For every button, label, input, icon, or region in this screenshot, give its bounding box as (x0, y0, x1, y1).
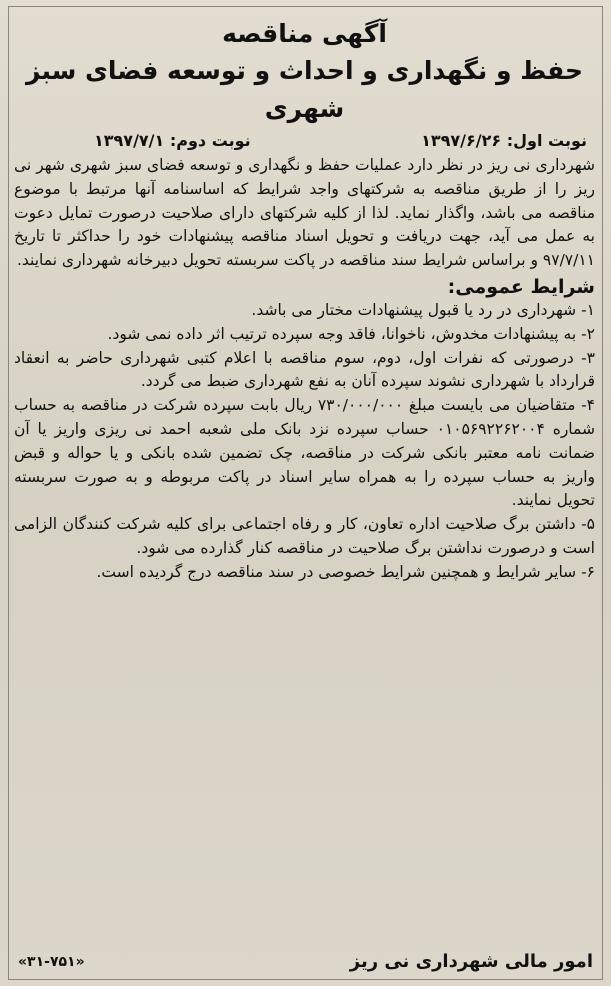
general-conditions-heading: شرایط عمومی: (447, 275, 595, 298)
intro-paragraph: شهرداری نی ریز در نظر دارد عملیات حفظ و نگهداری و توسعه فضای سبز شهری شهر نی ریز را از طریق مناقصه به شرکتهای واجد شرایط که اساسنامه آنها مرتبط با موضوع مناقصه می باشد، واگذار نماید. لذا از کلیه شرکتهای دارای صلاحیت درصورت تمایل دعوت به عمل می آید، جهت دریافت و تحویل اسناد مناقصه پیشنهادات خود را حداکثر تا تاریخ ۹۷/۷/۱۱ و براساس شرایط سند مناقصه در پاکت سربسته تحویل دبیرخانه شهرداری نمایند. (14, 156, 595, 270)
condition-item: ۲- به پیشنهادات مخدوش، ناخوانا، فاقد وجه سپرده ترتیب اثر داده نمی شود. (107, 324, 595, 343)
notice-subtitle: حفظ و نگهداری و احداث و توسعه فضای سبز شهری (25, 56, 584, 123)
condition-item: ۶- سایر شرایط و همچنین شرایط خصوصی در سند مناقصه درج گردیده است. (96, 562, 595, 581)
notice-title: آگهی مناقصه (222, 19, 387, 48)
notice-footer (18, 951, 593, 972)
condition-item: ۳- درصورتی که نفرات اول، دوم، سوم مناقصه با اعلام کتبی شهرداری حاضر به انعقاد قرارداد با شهرداری نشوند سپرده آنان به نفع شهرداری ضبط می گردد. (14, 348, 595, 391)
condition-item: ۵- داشتن برگ صلاحیت اداره تعاون، کار و رفاه اجتماعی برای کلیه شرکت کنندگان الزامی است و درصورت نداشتن برگ صلاحیت در مناقصه کنار گذارده می شود. (14, 515, 595, 557)
issuer-name: امور مالی شهرداری نی ریز (349, 951, 593, 972)
second-publication-date: نوبت دوم: ۱۳۹۷/۷/۱ (94, 131, 251, 150)
condition-item: ۴- متقاضیان می بایست مبلغ ۷۳۰/۰۰۰/۰۰۰ ریال بابت سپرده شرکت در مناقصه به حساب شماره ۰۱۰۵۶۹۲۲۶۲۰۰۴ حساب سپرده نزد بانک ملی شعبه احمد نی ریزی واریز یا آن ضمانت نامه معتبر بانکی شرکت در مناقصه، چک تضمین شده بانکی و یا حواله و قبض واریز به حساب سپرده را به همراه سایر اسناد در پاکت مربوطه و به صورت سربسته تحویل نمایند. (14, 396, 595, 510)
notice-border (8, 6, 603, 980)
first-publication-date: نوبت اول: ۱۳۹۷/۶/۲۶ (421, 131, 587, 150)
notice-code: «۳۱-۷۵۱» (18, 953, 85, 970)
condition-item: ۱- شهرداری در رد یا قبول پیشنهادات مختار می باشد. (251, 300, 595, 319)
